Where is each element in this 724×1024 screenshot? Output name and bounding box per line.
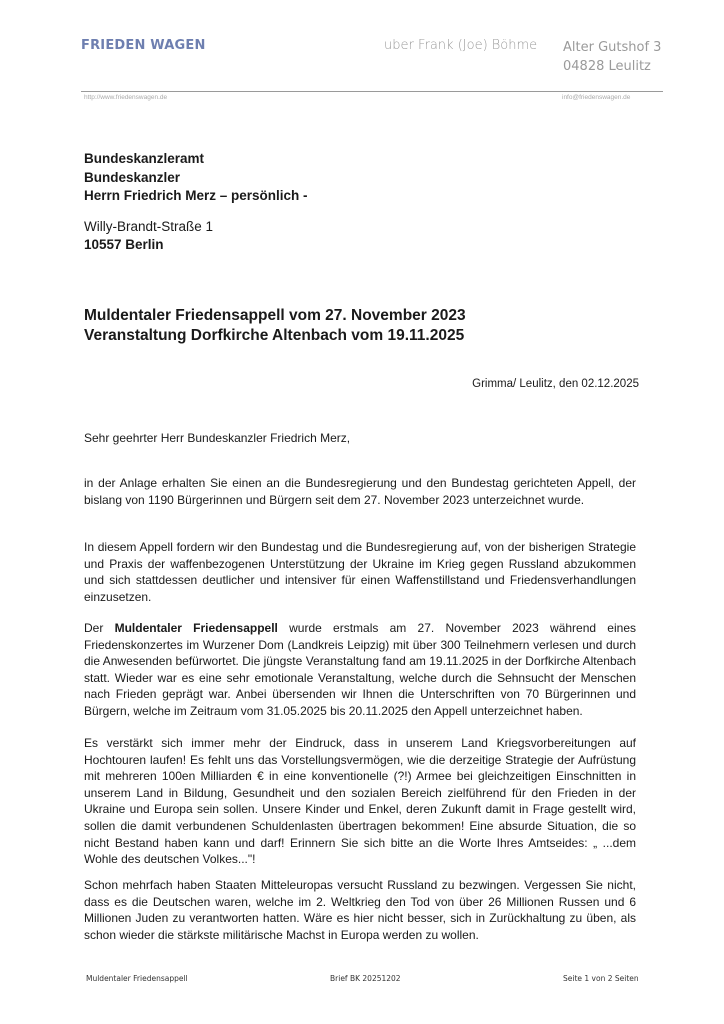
address-line-1: Alter Gutshof 3 (563, 40, 662, 55)
paragraph-5: Schon mehrfach haben Staaten Mitteleuropas versucht Russland zu bezwingen. Vergessen Sie nicht, dass es die Deutschen waren, welche im 2. Weltkrieg den Tod von über 26 Millionen Russen und 6 Millionen Juden zu verantworten hatten. Wäre es hier nicht besser, sich in Zurückhaltung zu üben, als schon wieder die stärkste militärische Machst in Europa werden zu wollen. (84, 878, 636, 942)
subject-block (84, 306, 466, 346)
paragraph-3 (84, 620, 636, 720)
paragraph-4: Es verstärkt sich immer mehr der Eindruck, dass in unserem Land Kriegsvorbereitungen auf Hochtouren laufen! Es fehlt uns das Vorstellungsvermögen, wie die derzeitige Strategie der Aufrüstung mit mehreren 100en Milliarden € in eine konventionelle (?!) Armee bei gleichzeitigen Einschnitten in unserem Land in Bildung, Gesundheit und den sozialen Bereich zielführend für den Frieden in der Ukraine und Europa sein sollen. Unsere Kinder und Enkel, deren Zukunft damit in Frage gestellt wird, sollen die damit verbundenen Schuldenlasten übertragen bekommen! Eine absurde Situation, die so nicht Bestand haben kann und darf! Erinnern Sie sich bitte an die Worte Ihres Amtseides: „ ...dem Wohle des deutschen Volkes..."! (84, 736, 636, 867)
salutation: Sehr geehrter Herr Bundeskanzler Friedrich Merz, (84, 431, 351, 445)
recipient-street: Willy-Brandt-Straße 1 (84, 218, 214, 234)
letterhead-brand: FRIEDEN WAGEN (81, 38, 206, 53)
subject-line-2: Veranstaltung Dorfkirche Altenbach vom 19.11.2025 (84, 327, 465, 344)
letterhead-website[interactable]: http://www.friedenswagen.de (84, 94, 168, 101)
p3-prefix: Der (84, 621, 115, 635)
recipient-line-1: Bundeskanzleramt (84, 151, 205, 166)
date-line: Grimma/ Leulitz, den 02.12.2025 (472, 378, 639, 390)
address-line-2: 04828 Leulitz (563, 59, 651, 74)
p3-appeal-name: Muldentaler Friedensappell (114, 621, 278, 635)
letterhead-email[interactable]: info@friedenswagen.de (562, 94, 631, 101)
footer-page-number: Seite 1 von 2 Seiten (563, 974, 639, 983)
footer-left: Muldentaler Friedensappell (86, 974, 188, 983)
letterhead-via: uber Frank (Joe) Böhme (384, 38, 538, 53)
subject-line-1: Muldentaler Friedensappell vom 27. November 2023 (84, 307, 466, 324)
recipient-block (84, 150, 308, 255)
footer-center: Brief BK 20251202 (330, 974, 401, 983)
paragraph-2: In diesem Appell fordern wir den Bundestag und die Bundesregierung auf, von der bisherigen Strategie und Praxis der waffenbezogenen Unterstützung der Ukraine im Krieg gegen Russland abzukommen und sich stattdessen deutlicher und intensiver für einen Waffenstillstand und Friedensverhandlungen einzusetzen. (84, 540, 636, 604)
recipient-line-3: Herrn Friedrich Merz – persönlich - (84, 188, 308, 203)
p3-rest: wurde erstmals am 27. November 2023 während eines Friedenskonzertes im Wurzener Dom (Landkreis Leipzig) mit über 300 Teilnehmern verlesen und durch die Anwesenden befürwortet. Die jüngste Veranstaltung fand am 19.11.2025 in der Dorfkirche Altenbach statt. Wieder war es eine sehr emotionale Veranstaltung, welche durch die Sehnsucht der Menschen nach Frieden geprägt war. Anbei übersenden wir Ihnen die Unterschriften von 70 Bürgerinnen und Bürgern, welche im Zeitraum vom 31.05.2025 bis 20.11.2025 den Appell unterzeichnet haben. (84, 621, 636, 718)
recipient-line-2: Bundeskanzler (84, 169, 181, 185)
letterhead-divider (81, 91, 663, 92)
recipient-city: 10557 Berlin (84, 237, 164, 252)
paragraph-1: in der Anlage erhalten Sie einen an die Bundesregierung und den Bundestag gerichteten Appell, der bislang von 1190 Bürgerinnen und Bürgern seit dem 27. November 2023 unterzeichnet wurde. (84, 476, 636, 507)
letterhead-address (563, 38, 661, 76)
